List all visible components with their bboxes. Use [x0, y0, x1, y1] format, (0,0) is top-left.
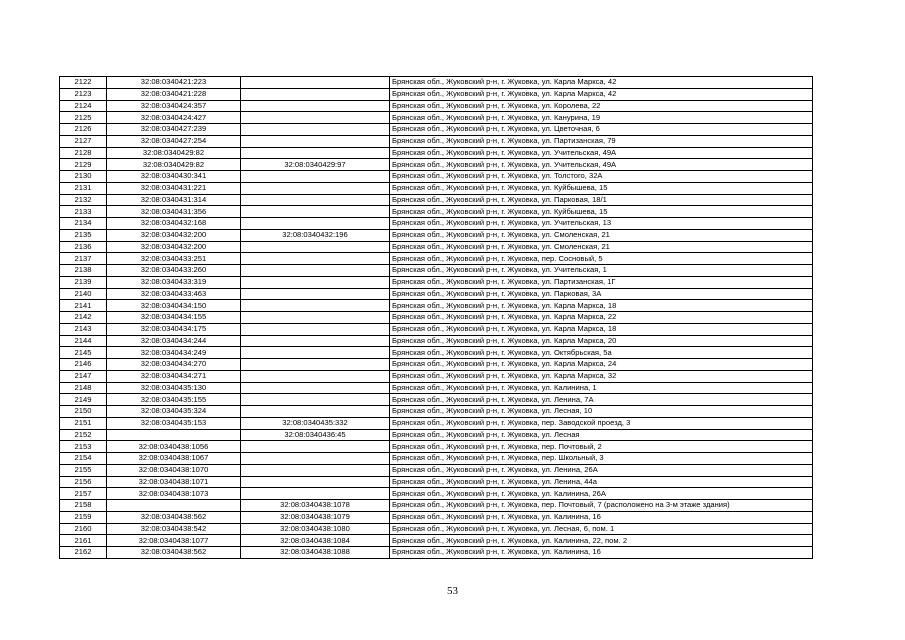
- related-cadastral-number-cell: 32:08:0340438:1079: [241, 511, 390, 523]
- related-cadastral-number-cell: [241, 347, 390, 359]
- related-cadastral-number-cell: 32:08:0340429:97: [241, 159, 390, 171]
- address-cell: Брянская обл., Жуковский р-н, г. Жуковка, ул. Королева, 22: [390, 100, 813, 112]
- address-cell: Брянская обл., Жуковский р-н, г. Жуковка, ул. Лесная, 6, пом. 1: [390, 523, 813, 535]
- row-number-cell: 2124: [60, 100, 107, 112]
- row-number-cell: 2141: [60, 300, 107, 312]
- address-cell: Брянская обл., Жуковский р-н, г. Жуковка, ул. Куйбышева, 15: [390, 182, 813, 194]
- table-row: [60, 218, 813, 230]
- row-number-cell: 2137: [60, 253, 107, 265]
- related-cadastral-number-cell: [241, 323, 390, 335]
- related-cadastral-number-cell: [241, 335, 390, 347]
- table-row: [60, 241, 813, 253]
- cadastral-number-cell: 32:08:0340421:223: [107, 77, 241, 89]
- row-number-cell: 2156: [60, 476, 107, 488]
- related-cadastral-number-cell: [241, 453, 390, 465]
- related-cadastral-number-cell: [241, 182, 390, 194]
- cadastral-number-cell: 32:08:0340424:357: [107, 100, 241, 112]
- related-cadastral-number-cell: [241, 488, 390, 500]
- cadastral-number-cell: 32:08:0340432:168: [107, 218, 241, 230]
- related-cadastral-number-cell: [241, 394, 390, 406]
- row-number-cell: 2133: [60, 206, 107, 218]
- table-row: [60, 288, 813, 300]
- table-row: [60, 441, 813, 453]
- register-table-body: [60, 77, 813, 559]
- row-number-cell: 2142: [60, 312, 107, 324]
- row-number-cell: 2134: [60, 218, 107, 230]
- address-cell: Брянская обл., Жуковский р-н, г. Жуковка, ул. Лесная, 10: [390, 406, 813, 418]
- table-row: [60, 206, 813, 218]
- related-cadastral-number-cell: [241, 406, 390, 418]
- address-cell: Брянская обл., Жуковский р-н, г. Жуковка, ул. Карла Маркса, 22: [390, 312, 813, 324]
- table-row: [60, 265, 813, 277]
- table-row: [60, 359, 813, 371]
- related-cadastral-number-cell: [241, 464, 390, 476]
- related-cadastral-number-cell: 32:08:0340438:1088: [241, 547, 390, 559]
- row-number-cell: 2146: [60, 359, 107, 371]
- cadastral-number-cell: 32:08:0340434:150: [107, 300, 241, 312]
- table-row: [60, 312, 813, 324]
- table-row: [60, 171, 813, 183]
- row-number-cell: 2145: [60, 347, 107, 359]
- related-cadastral-number-cell: [241, 135, 390, 147]
- cadastral-number-cell: 32:08:0340435:153: [107, 417, 241, 429]
- address-cell: Брянская обл., Жуковский р-н, г. Жуковка, ул. Куйбышева, 15: [390, 206, 813, 218]
- address-cell: Брянская обл., Жуковский р-н, г. Жуковка, пер. Заводской проезд, 3: [390, 417, 813, 429]
- table-row: [60, 182, 813, 194]
- cadastral-number-cell: 32:08:0340438:1071: [107, 476, 241, 488]
- table-row: [60, 429, 813, 441]
- table-row: [60, 370, 813, 382]
- address-cell: Брянская обл., Жуковский р-н, г. Жуковка, ул. Карла Маркса, 42: [390, 77, 813, 89]
- table-row: [60, 523, 813, 535]
- cadastral-number-cell: 32:08:0340434:175: [107, 323, 241, 335]
- row-number-cell: 2126: [60, 124, 107, 136]
- cadastral-number-cell: 32:08:0340434:155: [107, 312, 241, 324]
- cadastral-number-cell: 32:08:0340427:239: [107, 124, 241, 136]
- row-number-cell: 2138: [60, 265, 107, 277]
- related-cadastral-number-cell: [241, 218, 390, 230]
- address-cell: Брянская обл., Жуковский р-н, г. Жуковка, ул. Учительская, 49А: [390, 147, 813, 159]
- cadastral-number-cell: [107, 429, 241, 441]
- address-cell: Брянская обл., Жуковский р-н, г. Жуковка, ул. Партизанская, 1Г: [390, 276, 813, 288]
- table-row: [60, 406, 813, 418]
- related-cadastral-number-cell: [241, 359, 390, 371]
- related-cadastral-number-cell: 32:08:0340435:332: [241, 417, 390, 429]
- address-cell: Брянская обл., Жуковский р-н, г. Жуковка, ул. Лесная: [390, 429, 813, 441]
- row-number-cell: 2147: [60, 370, 107, 382]
- row-number-cell: 2143: [60, 323, 107, 335]
- row-number-cell: 2153: [60, 441, 107, 453]
- cadastral-number-cell: 32:08:0340431:356: [107, 206, 241, 218]
- address-cell: Брянская обл., Жуковский р-н, г. Жуковка, ул. Учительская, 1: [390, 265, 813, 277]
- address-cell: Брянская обл., Жуковский р-н, г. Жуковка, ул. Карла Маркса, 32: [390, 370, 813, 382]
- cadastral-number-cell: 32:08:0340434:249: [107, 347, 241, 359]
- row-number-cell: 2154: [60, 453, 107, 465]
- table-row: [60, 382, 813, 394]
- address-cell: Брянская обл., Жуковский р-н, г. Жуковка, ул. Партизанская, 79: [390, 135, 813, 147]
- table-row: [60, 147, 813, 159]
- cadastral-number-cell: 32:08:0340438:1073: [107, 488, 241, 500]
- row-number-cell: 2132: [60, 194, 107, 206]
- cadastral-number-cell: 32:08:0340431:221: [107, 182, 241, 194]
- table-row: [60, 77, 813, 89]
- cadastral-number-cell: 32:08:0340433:260: [107, 265, 241, 277]
- address-cell: Брянская обл., Жуковский р-н, г. Жуковка, ул. Карла Маркса, 18: [390, 300, 813, 312]
- address-cell: Брянская обл., Жуковский р-н, г. Жуковка, ул. Парковая, 3А: [390, 288, 813, 300]
- table-row: [60, 159, 813, 171]
- related-cadastral-number-cell: [241, 241, 390, 253]
- table-row: [60, 124, 813, 136]
- row-number-cell: 2152: [60, 429, 107, 441]
- cadastral-number-cell: 32:08:0340434:271: [107, 370, 241, 382]
- cadastral-number-cell: 32:08:0340431:314: [107, 194, 241, 206]
- related-cadastral-number-cell: 32:08:0340436:45: [241, 429, 390, 441]
- address-cell: Брянская обл., Жуковский р-н, г. Жуковка, пер. Почтовый, 7 (расположено на 3-м этаже здания): [390, 500, 813, 512]
- table-row: [60, 229, 813, 241]
- address-cell: Брянская обл., Жуковский р-н, г. Жуковка, пер. Почтовый, 2: [390, 441, 813, 453]
- cadastral-number-cell: 32:08:0340438:1067: [107, 453, 241, 465]
- address-cell: Брянская обл., Жуковский р-н, г. Жуковка, ул. Октябрьская, 5а: [390, 347, 813, 359]
- related-cadastral-number-cell: [241, 312, 390, 324]
- property-register-table: [59, 76, 813, 559]
- address-cell: Брянская обл., Жуковский р-н, г. Жуковка, ул. Парковая, 18/1: [390, 194, 813, 206]
- address-cell: Брянская обл., Жуковский р-н, г. Жуковка, пер. Школьный, 3: [390, 453, 813, 465]
- table-row: [60, 500, 813, 512]
- related-cadastral-number-cell: [241, 370, 390, 382]
- related-cadastral-number-cell: [241, 300, 390, 312]
- address-cell: Брянская обл., Жуковский р-н, г. Жуковка, ул. Ленина, 7А: [390, 394, 813, 406]
- row-number-cell: 2129: [60, 159, 107, 171]
- address-cell: Брянская обл., Жуковский р-н, г. Жуковка, ул. Калинина, 1: [390, 382, 813, 394]
- related-cadastral-number-cell: [241, 382, 390, 394]
- related-cadastral-number-cell: [241, 100, 390, 112]
- table-row: [60, 88, 813, 100]
- cadastral-number-cell: 32:08:0340438:1056: [107, 441, 241, 453]
- cadastral-number-cell: 32:08:0340434:244: [107, 335, 241, 347]
- address-cell: Брянская обл., Жуковский р-н, г. Жуковка, ул. Калинина, 26А: [390, 488, 813, 500]
- table-row: [60, 276, 813, 288]
- cadastral-number-cell: 32:08:0340424:427: [107, 112, 241, 124]
- table-row: [60, 394, 813, 406]
- row-number-cell: 2140: [60, 288, 107, 300]
- table-row: [60, 511, 813, 523]
- related-cadastral-number-cell: [241, 441, 390, 453]
- table-row: [60, 323, 813, 335]
- table-row: [60, 300, 813, 312]
- related-cadastral-number-cell: 32:08:0340432:196: [241, 229, 390, 241]
- related-cadastral-number-cell: 32:08:0340438:1080: [241, 523, 390, 535]
- cadastral-number-cell: 32:08:0340430:341: [107, 171, 241, 183]
- table-row: [60, 100, 813, 112]
- address-cell: Брянская обл., Жуковский р-н, г. Жуковка, ул. Толстого, 32А: [390, 171, 813, 183]
- cadastral-number-cell: 32:08:0340433:463: [107, 288, 241, 300]
- address-cell: Брянская обл., Жуковский р-н, г. Жуковка, ул. Смоленская, 21: [390, 241, 813, 253]
- table-row: [60, 547, 813, 559]
- row-number-cell: 2144: [60, 335, 107, 347]
- table-row: [60, 453, 813, 465]
- row-number-cell: 2127: [60, 135, 107, 147]
- row-number-cell: 2158: [60, 500, 107, 512]
- address-cell: Брянская обл., Жуковский р-н, г. Жуковка, ул. Карла Маркса, 18: [390, 323, 813, 335]
- address-cell: Брянская обл., Жуковский р-н, г. Жуковка, ул. Ленина, 26А: [390, 464, 813, 476]
- address-cell: Брянская обл., Жуковский р-н, г. Жуковка, ул. Калинина, 16: [390, 547, 813, 559]
- address-cell: Брянская обл., Жуковский р-н, г. Жуковка, ул. Карла Маркса, 24: [390, 359, 813, 371]
- cadastral-number-cell: 32:08:0340433:251: [107, 253, 241, 265]
- row-number-cell: 2130: [60, 171, 107, 183]
- table-row: [60, 194, 813, 206]
- table-row: [60, 488, 813, 500]
- row-number-cell: 2148: [60, 382, 107, 394]
- related-cadastral-number-cell: 32:08:0340438:1078: [241, 500, 390, 512]
- row-number-cell: 2136: [60, 241, 107, 253]
- address-cell: Брянская обл., Жуковский р-н, г. Жуковка, ул. Учительская, 13: [390, 218, 813, 230]
- row-number-cell: 2135: [60, 229, 107, 241]
- row-number-cell: 2128: [60, 147, 107, 159]
- address-cell: Брянская обл., Жуковский р-н, г. Жуковка, пер. Сосновый, 5: [390, 253, 813, 265]
- cadastral-number-cell: 32:08:0340435:130: [107, 382, 241, 394]
- row-number-cell: 2150: [60, 406, 107, 418]
- table-row: [60, 347, 813, 359]
- row-number-cell: 2125: [60, 112, 107, 124]
- row-number-cell: 2123: [60, 88, 107, 100]
- cadastral-number-cell: 32:08:0340438:562: [107, 547, 241, 559]
- related-cadastral-number-cell: [241, 194, 390, 206]
- cadastral-number-cell: [107, 500, 241, 512]
- related-cadastral-number-cell: [241, 171, 390, 183]
- related-cadastral-number-cell: [241, 77, 390, 89]
- address-cell: Брянская обл., Жуковский р-н, г. Жуковка, ул. Карла Маркса, 20: [390, 335, 813, 347]
- address-cell: Брянская обл., Жуковский р-н, г. Жуковка, ул. Учительская, 49А: [390, 159, 813, 171]
- row-number-cell: 2149: [60, 394, 107, 406]
- cadastral-number-cell: 32:08:0340429:82: [107, 147, 241, 159]
- address-cell: Брянская обл., Жуковский р-н, г. Жуковка, ул. Ленина, 44а: [390, 476, 813, 488]
- table-row: [60, 112, 813, 124]
- related-cadastral-number-cell: [241, 147, 390, 159]
- address-cell: Брянская обл., Жуковский р-н, г. Жуковка, ул. Канурина, 19: [390, 112, 813, 124]
- row-number-cell: 2155: [60, 464, 107, 476]
- row-number-cell: 2131: [60, 182, 107, 194]
- cadastral-number-cell: 32:08:0340438:542: [107, 523, 241, 535]
- related-cadastral-number-cell: [241, 288, 390, 300]
- table-row: [60, 464, 813, 476]
- related-cadastral-number-cell: [241, 276, 390, 288]
- cadastral-number-cell: 32:08:0340435:324: [107, 406, 241, 418]
- address-cell: Брянская обл., Жуковский р-н, г. Жуковка, ул. Калинина, 22, пом. 2: [390, 535, 813, 547]
- related-cadastral-number-cell: [241, 124, 390, 136]
- table-row: [60, 476, 813, 488]
- cadastral-number-cell: 32:08:0340438:1077: [107, 535, 241, 547]
- address-cell: Брянская обл., Жуковский р-н, г. Жуковка, ул. Цветочная, 6: [390, 124, 813, 136]
- cadastral-number-cell: 32:08:0340434:270: [107, 359, 241, 371]
- related-cadastral-number-cell: 32:08:0340438:1084: [241, 535, 390, 547]
- cadastral-number-cell: 32:08:0340421:228: [107, 88, 241, 100]
- table-row: [60, 253, 813, 265]
- cadastral-number-cell: 32:08:0340432:200: [107, 229, 241, 241]
- cadastral-number-cell: 32:08:0340435:155: [107, 394, 241, 406]
- table-row: [60, 335, 813, 347]
- address-cell: Брянская обл., Жуковский р-н, г. Жуковка, ул. Смоленская, 21: [390, 229, 813, 241]
- row-number-cell: 2122: [60, 77, 107, 89]
- related-cadastral-number-cell: [241, 476, 390, 488]
- related-cadastral-number-cell: [241, 112, 390, 124]
- address-cell: Брянская обл., Жуковский р-н, г. Жуковка, ул. Карла Маркса, 42: [390, 88, 813, 100]
- cadastral-number-cell: 32:08:0340432:200: [107, 241, 241, 253]
- related-cadastral-number-cell: [241, 265, 390, 277]
- page-number: 53: [447, 585, 458, 597]
- row-number-cell: 2151: [60, 417, 107, 429]
- row-number-cell: 2139: [60, 276, 107, 288]
- row-number-cell: 2161: [60, 535, 107, 547]
- related-cadastral-number-cell: [241, 253, 390, 265]
- cadastral-number-cell: 32:08:0340438:1070: [107, 464, 241, 476]
- row-number-cell: 2160: [60, 523, 107, 535]
- cadastral-number-cell: 32:08:0340433:319: [107, 276, 241, 288]
- cadastral-number-cell: 32:08:0340438:562: [107, 511, 241, 523]
- table-row: [60, 535, 813, 547]
- row-number-cell: 2162: [60, 547, 107, 559]
- related-cadastral-number-cell: [241, 88, 390, 100]
- address-cell: Брянская обл., Жуковский р-н, г. Жуковка, ул. Калинина, 16: [390, 511, 813, 523]
- cadastral-number-cell: 32:08:0340429:82: [107, 159, 241, 171]
- table-row: [60, 135, 813, 147]
- row-number-cell: 2157: [60, 488, 107, 500]
- cadastral-number-cell: 32:08:0340427:254: [107, 135, 241, 147]
- row-number-cell: 2159: [60, 511, 107, 523]
- related-cadastral-number-cell: [241, 206, 390, 218]
- table-row: [60, 417, 813, 429]
